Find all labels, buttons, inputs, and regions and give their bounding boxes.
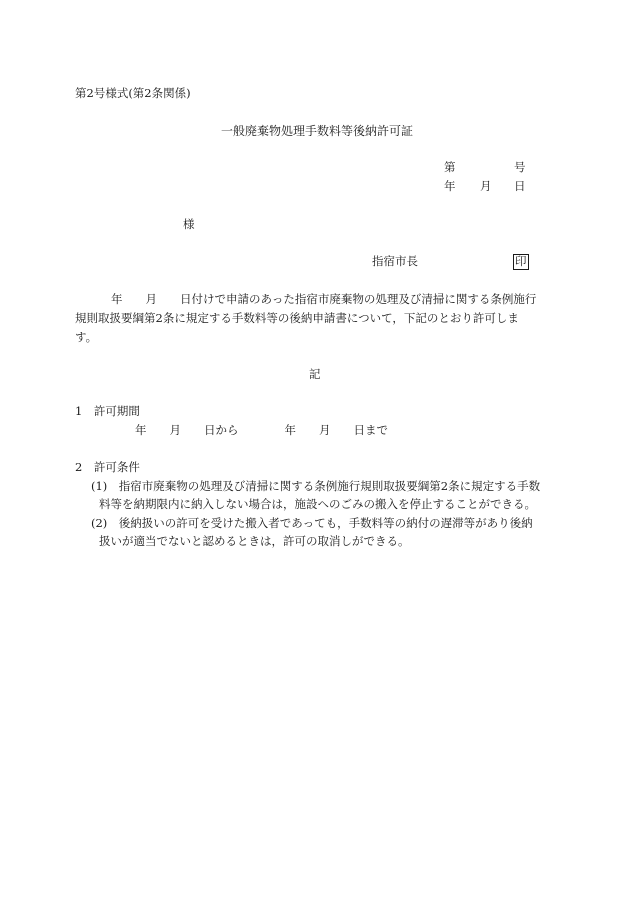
section2-heading: 2 許可条件 bbox=[75, 460, 140, 474]
addressee-sama: 様 bbox=[183, 217, 195, 231]
date-month: 月 bbox=[480, 179, 492, 193]
form-number: 第2号様式(第2条関係) bbox=[75, 86, 191, 100]
permit-period: 年 月 日から 年 月 日まで bbox=[135, 423, 388, 437]
ki-heading: 記 bbox=[309, 367, 321, 381]
document-title: 一般廃棄物処理手数料等後納許可証 bbox=[221, 124, 414, 138]
seal-mark: 印 bbox=[515, 254, 527, 268]
body-line-3: す。 bbox=[75, 330, 98, 344]
body-line-2: 規則取扱要綱第2条に規定する手数料等の後納申請書について，下記のとおり許可しま bbox=[75, 311, 519, 325]
condition-2-line-2: 扱いが適当でないと認めるときは，許可の取消しができる。 bbox=[99, 534, 410, 548]
date-year: 年 bbox=[444, 179, 456, 193]
date-day: 日 bbox=[514, 179, 526, 193]
issuer-name: 指宿市長 bbox=[372, 254, 418, 268]
condition-1-line-2: 料等を納期限内に納入しない場合は，施設へのごみの搬入を停止することができる。 bbox=[99, 497, 536, 511]
section1-heading: 1 許可期間 bbox=[75, 404, 140, 418]
doc-number-go: 号 bbox=[514, 160, 526, 174]
condition-1-line-1: (1) 指宿市廃棄物の処理及び清掃に関する条例施行規則取扱要綱第2条に規定する手数 bbox=[91, 479, 541, 493]
body-line-1: 年 月 日付けで申請のあった指宿市廃棄物の処理及び清掃に関する条例施行 bbox=[111, 292, 537, 306]
condition-2-line-1: (2) 後納扱いの許可を受けた搬入者であっても，手数料等の納付の遅滞等があり後納 bbox=[91, 516, 533, 530]
seal-stamp bbox=[513, 254, 529, 270]
doc-number-dai: 第 bbox=[444, 160, 456, 174]
